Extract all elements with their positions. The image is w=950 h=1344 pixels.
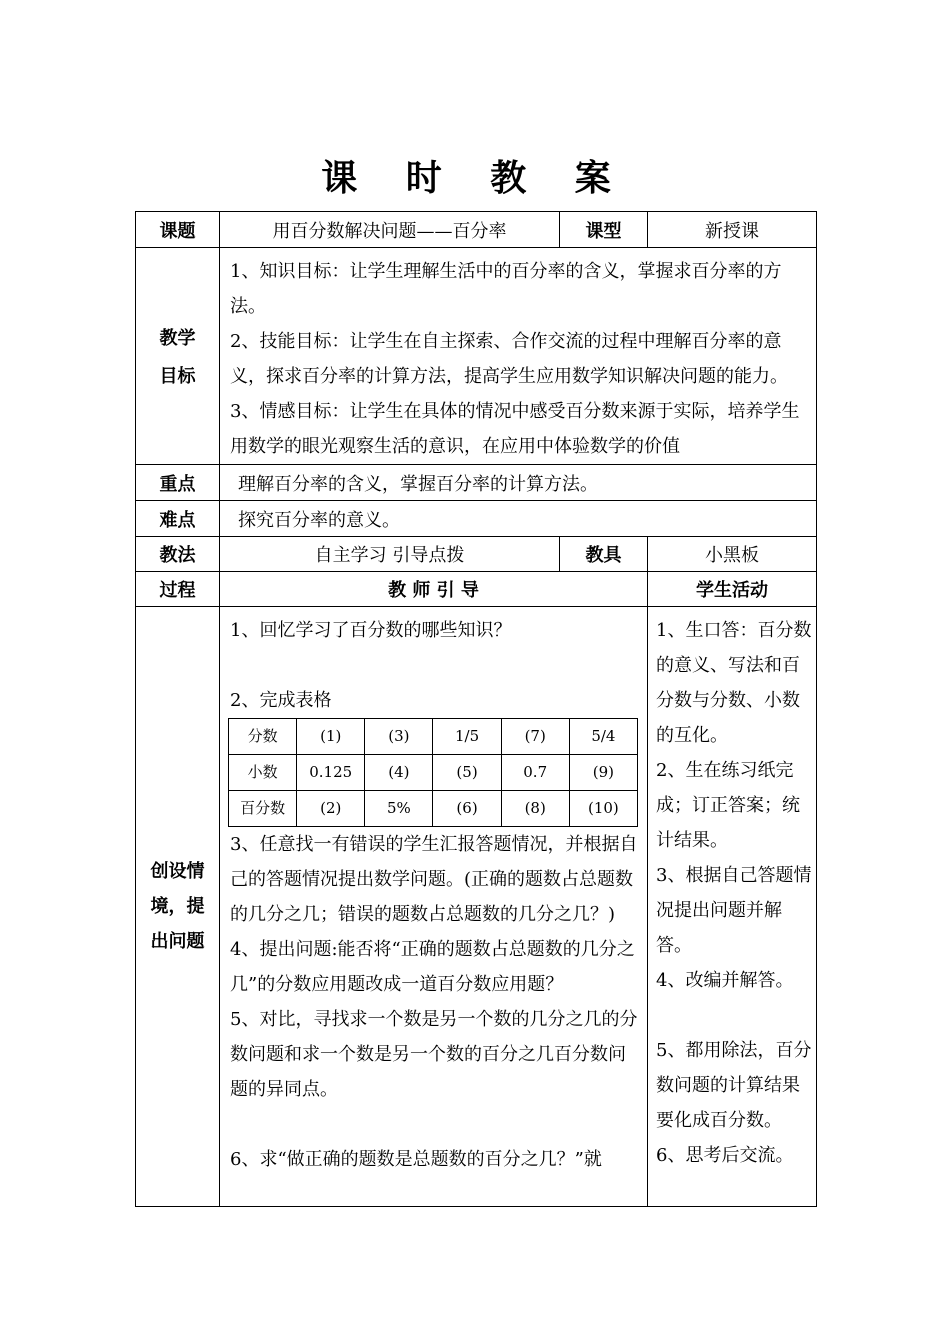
- key-point-value: 理解百分率的含义，掌握百分率的计算方法。: [220, 465, 817, 501]
- student-header: 学生活动: [648, 572, 817, 607]
- difficulty-value: 探究百分率的意义。: [220, 501, 817, 537]
- goal-knowledge: 1、知识目标：让学生理解生活中的百分率的含义，掌握求百分率的方法。: [230, 261, 782, 317]
- topic-label: 课题: [136, 212, 220, 248]
- section-label: 创设情 境，提 出问题: [136, 607, 220, 1207]
- method-value: 自主学习 引导点拨: [220, 537, 560, 572]
- guide-step-2: 2、完成表格: [230, 690, 332, 711]
- type-value: 新授课: [648, 212, 817, 248]
- difficulty-label: 难点: [136, 501, 220, 537]
- goals-content: [220, 248, 817, 465]
- key-point-label: 重点: [136, 465, 220, 501]
- student-step-2: 2、生在练习纸完成；订正答案；统计结果。: [656, 760, 800, 851]
- student-step-3: 3、根据自己答题情况提出问题并解答。: [656, 865, 812, 956]
- goals-label: 教学 目标: [136, 248, 220, 465]
- guide-step-3: 3、任意找一有错误的学生汇报答题情况，并根据自己的答题情况提出数学问题。(正确的题数占总题数的几分之几；错误的题数占总题数的几分之几？): [230, 834, 638, 925]
- teacher-guide: [220, 607, 648, 1207]
- table-row: 百分数 (2) 5% (6) (8) (10): [229, 791, 638, 827]
- goal-emotion: 3、情感目标：让学生在具体的情况中感受百分数来源于实际，培养学生用数学的眼光观察生活的意识，在应用中体验数学的价值: [230, 401, 800, 457]
- page-title: 课 时 教 案: [321, 158, 629, 199]
- topic-value: 用百分数解决问题——百分率: [220, 212, 560, 248]
- conversion-table: [228, 718, 638, 827]
- table-row: 小数 0.125 (4) (5) 0.7 (9): [229, 755, 638, 791]
- guide-header: 教 师 引 导: [220, 572, 648, 607]
- tools-label: 教具: [560, 537, 648, 572]
- guide-step-5: 5、对比，寻找求一个数是另一个数的几分之几的分数问题和求一个数是另一个数的百分之几百分数问题的异同点。: [230, 1009, 638, 1100]
- type-label: 课型: [560, 212, 648, 248]
- table-row: 分数 (1) (3) 1/5 (7) 5/4: [229, 719, 638, 755]
- tools-value: 小黑板: [648, 537, 817, 572]
- student-step-4: 4、改编并解答。: [656, 970, 794, 991]
- method-label: 教法: [136, 537, 220, 572]
- lesson-plan-table: [135, 211, 817, 1207]
- guide-step-4: 4、提出问题:能否将“正确的题数占总题数的几分之几”的分数应用题改成一道百分数应用题？: [230, 939, 635, 995]
- student-step-6: 6、思考后交流。: [656, 1145, 794, 1166]
- goal-skill: 2、技能目标：让学生在自主探索、合作交流的过程中理解百分率的意义，探求百分率的计算方法，提高学生应用数学知识解决问题的能力。: [230, 331, 788, 387]
- student-step-5: 5、都用除法，百分数问题的计算结果要化成百分数。: [656, 1040, 812, 1131]
- student-activity: [648, 607, 817, 1207]
- student-step-1: 1、生口答：百分数的意义、写法和百分数与分数、小数的互化。: [656, 620, 812, 746]
- guide-step-1: 1、回忆学习了百分数的哪些知识？: [230, 620, 512, 641]
- process-label: 过程: [136, 572, 220, 607]
- guide-step-6: 6、求“做正确的题数是总题数的百分之几？”就: [230, 1149, 602, 1170]
